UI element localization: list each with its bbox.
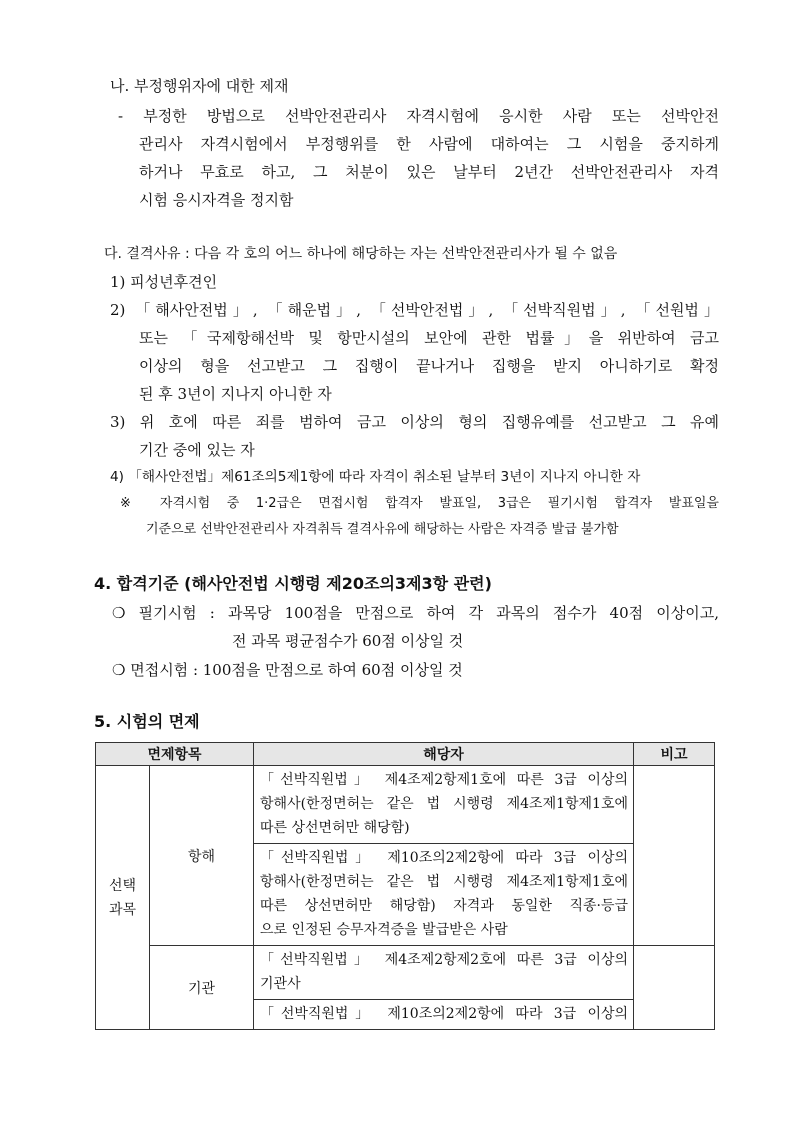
navigation-row-2-line-4: 으로 인정된 승무자격증을 발급받은 사람 bbox=[260, 922, 508, 938]
engine-label-cell: 기관 bbox=[150, 946, 254, 1030]
section-5-title: 5. 시험의 면제 bbox=[94, 712, 200, 731]
section-na-line-3: 하거나 무효로 하고, 그 처분이 있은 날부터 2년간 선박안전관리사 자격 bbox=[139, 163, 719, 181]
engine-row-2-line-1: 「선박직원법」 제10조의2제2항에 따라 3급 이상의 bbox=[260, 1006, 629, 1022]
engine-row-1 bbox=[254, 946, 634, 1000]
section-4-title: 4. 합격기준 (해사안전법 시행령 제20조의3제3항 관련) bbox=[94, 574, 492, 593]
section-na-line-2: 관리사 자격시험에서 부정행위를 한 사람에 대하여는 그 시험을 중지하게 bbox=[139, 135, 719, 153]
disqualification-item-2-line-1: 2) 「해사안전법」, 「해운법」, 「선박안전법」, 「선박직원법」, 「선원법」 bbox=[110, 301, 719, 319]
navigation-row-2-line-3: 따른 상선면허만 해당함) 자격과 동일한 직종·등급 bbox=[260, 898, 629, 914]
disqualification-item-1: 1) 피성년후견인 bbox=[110, 273, 218, 291]
table-row bbox=[96, 946, 715, 1000]
navigation-row-1-line-1: 「선박직원법」 제4조제2항제1호에 따른 3급 이상의 bbox=[260, 772, 629, 788]
navigation-row-2-line-2: 항해사(한정면허는 같은 법 시행령 제4조제1항제1호에 bbox=[260, 874, 629, 890]
disqualification-item-2-line-3: 이상의 형을 선고받고 그 집행이 끝나거나 집행을 받지 아니하기로 확정 bbox=[139, 357, 719, 375]
disqualification-item-3-line-1: 3) 위 호에 따른 죄를 범하여 금고 이상의 형의 집행유예를 선고받고 그 유예 bbox=[110, 413, 719, 431]
group-label-line-1: 선택 bbox=[108, 877, 137, 894]
pass-criteria-interview: ❍ 면접시험 : 100점을 만점으로 하여 60점 이상일 것 bbox=[112, 661, 463, 679]
engine-row-2 bbox=[254, 1000, 634, 1030]
navigation-label-cell: 항해 bbox=[150, 766, 254, 946]
disqualification-item-2-line-4: 된 후 3년이 지나지 아니한 자 bbox=[139, 385, 332, 403]
header-exemption-item: 면제항목 bbox=[96, 743, 254, 766]
disqualification-item-3-line-2: 기간 중에 있는 자 bbox=[139, 441, 255, 459]
navigation-row-1-line-2: 항해사(한정면허는 같은 법 시행령 제4조제1항제1호에 bbox=[260, 796, 629, 812]
disqualification-item-4: 4) 「해사안전법」제61조의5제1항에 따라 자격이 취소된 날부터 3년이 지나지 아니한 자 bbox=[110, 469, 641, 485]
engine-row-1-line-1: 「선박직원법」 제4조제2항제2호에 따른 3급 이상의 bbox=[260, 952, 629, 968]
note-line-1: ※ 자격시험 중 1·2급은 면접시험 합격자 발표일, 3급은 필기시험 합격자 발표일을 bbox=[120, 496, 719, 511]
table-header-row bbox=[96, 743, 715, 766]
navigation-row-1 bbox=[254, 766, 634, 844]
section-na-line-4: 시험 응시자격을 정지함 bbox=[139, 191, 294, 209]
header-remarks: 비고 bbox=[634, 743, 715, 766]
exemption-table bbox=[95, 742, 715, 1030]
section-na-title: 나. 부정행위자에 대한 제재 bbox=[110, 77, 289, 95]
navigation-remarks-cell bbox=[634, 766, 715, 946]
group-label-cell bbox=[96, 766, 150, 1030]
note-line-2: 기준으로 선박안전관리사 자격취득 결격사유에 해당하는 사람은 자격증 발급 불가함 bbox=[146, 522, 619, 537]
engine-row-1-line-2: 기관사 bbox=[260, 976, 301, 992]
engine-remarks-cell bbox=[634, 946, 715, 1030]
table-row bbox=[96, 766, 715, 844]
navigation-row-1-line-3: 따른 상선면허만 해당함) bbox=[260, 820, 410, 836]
pass-criteria-written-line-2: 전 과목 평균점수가 60점 이상일 것 bbox=[232, 632, 464, 650]
pass-criteria-written-line-1: ❍ 필기시험 : 과목당 100점을 만점으로 하여 각 과목의 점수가 40점 이상이고, bbox=[112, 604, 719, 622]
disqualification-item-2-line-2: 또는 「국제항해선박 및 항만시설의 보안에 관한 법률」을 위반하여 금고 bbox=[139, 329, 719, 347]
navigation-row-2 bbox=[254, 844, 634, 946]
header-eligible-person: 해당자 bbox=[254, 743, 634, 766]
navigation-row-2-line-1: 「선박직원법」 제10조의2제2항에 따라 3급 이상의 bbox=[260, 850, 629, 866]
section-na-line-1: - 부정한 방법으로 선박안전관리사 자격시험에 응시한 사람 또는 선박안전 bbox=[118, 107, 719, 125]
group-label-line-2: 과목 bbox=[108, 901, 137, 918]
section-da-title: 다. 결격사유 : 다음 각 호의 어느 하나에 해당하는 자는 선박안전관리사가 될 수 없음 bbox=[104, 246, 618, 262]
